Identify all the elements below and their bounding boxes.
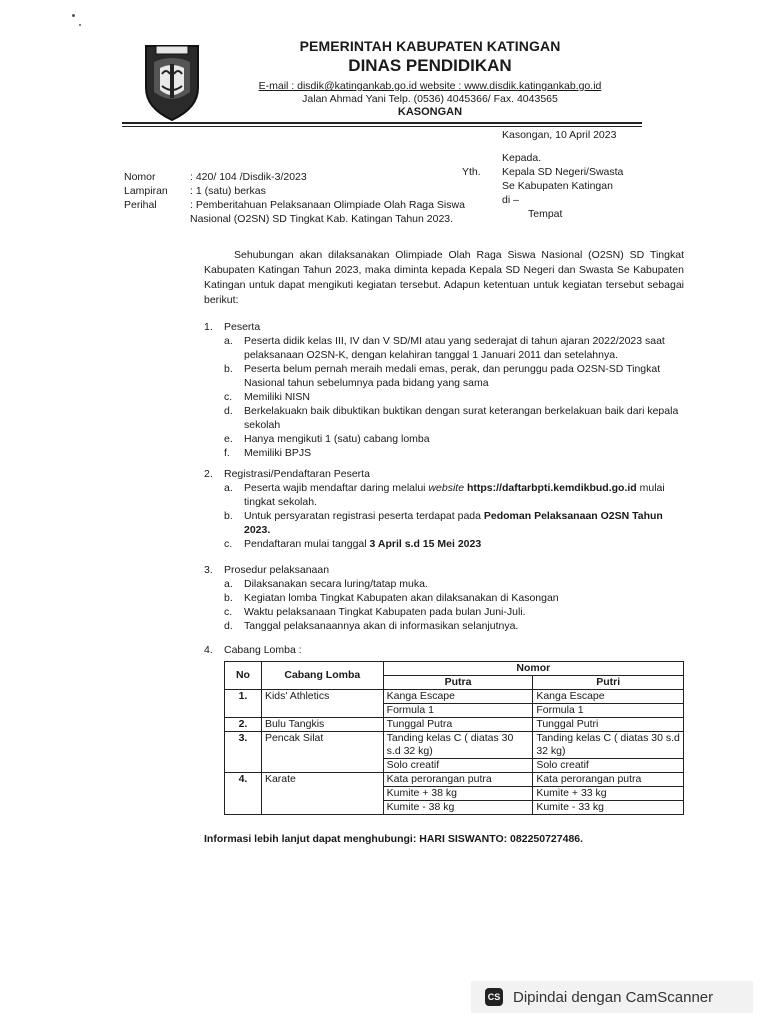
camscanner-icon: CS [485, 988, 503, 1006]
item-letter: a. [224, 578, 233, 590]
cell-putra: Solo creatif [383, 759, 533, 773]
list-item: Peserta didik kelas III, IV dan V SD/MI atau yang sederajat di tahun ajaran 2022/2023 saat pelaksanaan O2SN-K, dengan kelahiran tanggal 1 Januari 2011 dan setelahnya. [244, 335, 665, 361]
cell-cabang: Kids' Athletics [261, 690, 383, 718]
section-title: Registrasi/Pendaftaran Peserta [224, 468, 370, 480]
item-letter: a. [224, 335, 233, 347]
cell-putri: Tunggal Putri [533, 718, 684, 732]
header-rule-thin [122, 126, 642, 127]
section-title: Cabang Lomba : [224, 644, 302, 656]
item-letter: c. [224, 538, 233, 550]
section-title: Prosedur pelaksanaan [224, 564, 330, 576]
list-item: Peserta belum pernah meraih medali emas, perak, dan perunggu pada O2SN-SD Tingkat Nasional tahun sebelumnya pada bidang yang sama [244, 363, 661, 389]
cell-cabang: Karate [261, 773, 383, 815]
cell-putra: Kanga Escape [383, 690, 533, 704]
recipient-line: Tempat [528, 208, 563, 220]
list-item: Memiliki NISN [244, 391, 310, 403]
recipient-line: di – [502, 194, 519, 206]
item-letter: d. [224, 620, 233, 632]
table-row [225, 773, 684, 787]
item-letter: c. [224, 391, 233, 403]
kabupaten-emblem-icon [140, 38, 204, 122]
meta-lampiran-value: : 1 (satu) berkas [190, 185, 266, 197]
item-letter: d. [224, 405, 233, 417]
list-item: Kegiatan lomba Tingkat Kabupaten akan dilaksanakan di Kasongan [244, 592, 559, 604]
section-number: 4. [204, 644, 213, 656]
header-cabang: Cabang Lomba [261, 662, 383, 690]
contact-info: Informasi lebih lanjut dapat menghubungi: HARI SISWANTO: 082250727486. [204, 833, 584, 845]
cell-putra: Tunggal Putra [383, 718, 533, 732]
list-item [244, 537, 684, 551]
cell-putri: Kumite - 33 kg [533, 801, 684, 815]
letter-meta [124, 170, 490, 226]
item-letter: e. [224, 433, 233, 445]
section-prosedur [204, 563, 684, 633]
section-registrasi [204, 467, 684, 551]
cell-putri: Kata perorangan putra [533, 773, 684, 787]
list-item: Dilaksanakan secara luring/tatap muka. [244, 578, 428, 590]
item-letter: f. [224, 447, 230, 459]
item-text-bold: 3 April s.d 15 Mei 2023 [369, 538, 482, 550]
recipient-line: Se Kabupaten Katingan [502, 180, 613, 192]
table-row [225, 690, 684, 704]
header-putra: Putra [383, 676, 533, 690]
meta-lampiran-label: Lampiran [124, 185, 168, 197]
cell-putra: Kumite - 38 kg [383, 801, 533, 815]
table-row [225, 732, 684, 759]
header-nomor: Nomor [383, 662, 683, 676]
list-item [244, 481, 684, 509]
list-item: Waktu pelaksanaan Tingkat Kabupaten pada bulan Juni-Juli. [244, 606, 526, 618]
cell-putra: Formula 1 [383, 704, 533, 718]
cell-cabang: Pencak Silat [261, 732, 383, 773]
cell-putri: Tanding kelas C ( diatas 30 s.d 32 kg) [533, 732, 684, 759]
table-row [225, 718, 684, 732]
header-agency: DINAS PENDIDIKAN [348, 56, 512, 75]
header-rule-thick [122, 122, 642, 124]
item-text-italic: website [428, 482, 465, 494]
cabang-lomba-table [224, 661, 684, 815]
cell-putra: Kata perorangan putra [383, 773, 533, 787]
header-putri: Putri [533, 676, 684, 690]
cell-putri: Formula 1 [533, 704, 684, 718]
header-city: KASONGAN [397, 106, 463, 118]
section-title: Peserta [224, 321, 261, 333]
recipient-line: Kepala SD Negeri/Swasta [502, 166, 624, 178]
camscanner-watermark [471, 981, 753, 1013]
section-peserta [204, 320, 684, 460]
cell-putri: Solo creatif [533, 759, 684, 773]
cell-no: 3. [225, 732, 262, 773]
meta-perihal-label: Perihal [124, 199, 157, 211]
list-item: Tanggal pelaksanaannya akan di informasikan selanjutnya. [244, 620, 519, 632]
camscanner-label: Dipindai dengan CamScanner [513, 988, 714, 1006]
cell-putri: Kanga Escape [533, 690, 684, 704]
intro-paragraph: Sehubungan akan dilaksanakan Olimpiade Olah Raga Siswa Nasional (O2SN) SD Tingkat Kabupaten Katingan Tahun 2023, maka diminta kepada Kepala SD Negeri dan Swasta Se Kabupaten Katingan untuk dapat mengikuti kegiatan tersebut. Adapun ketentuan untuk kegiatan tersebut sebagai berikut: [204, 249, 684, 306]
item-letter: b. [224, 510, 233, 522]
cell-no: 1. [225, 690, 262, 718]
list-item: Berkelakuakn baik dibuktikan buktikan dengan surat keterangan berkelakuan baik dari kepala sekolah [244, 405, 679, 431]
header-contact: E-mail : disdik@katingankab.go.id website : www.disdik.katingankab.go.id [258, 80, 602, 92]
recipient-kepada: Kepada. [502, 152, 542, 164]
letter-date: Kasongan, 10 April 2023 [502, 129, 617, 141]
cell-no: 2. [225, 718, 262, 732]
meta-perihal-value: : Pemberitahuan Pelaksanaan Olimpiade Olah Raga Siswa Nasional (O2SN) SD Tingkat Kab. Katingan Tahun 2023. [190, 199, 465, 225]
meta-nomor-value: : 420/ 104 /Disdik-3/2023 [190, 171, 307, 183]
section-number: 2. [204, 468, 213, 480]
item-letter: b. [224, 363, 233, 375]
list-item: Memiliki BPJS [244, 447, 312, 459]
scan-speck [79, 24, 81, 26]
scan-speck [72, 14, 75, 17]
list-item: Hanya mengikuti 1 (satu) cabang lomba [244, 433, 430, 445]
item-letter: b. [224, 592, 233, 604]
list-item [244, 509, 684, 537]
table-header-row [225, 662, 684, 676]
header-government: PEMERINTAH KABUPATEN KATINGAN [299, 38, 561, 54]
section-cabang [204, 643, 684, 657]
item-letter: c. [224, 606, 233, 618]
header-address: Jalan Ahmad Yani Telp. (0536) 4045366/ Fax. 4043565 [302, 93, 558, 105]
item-text: Pendaftaran mulai tanggal [244, 538, 367, 550]
section-number: 1. [204, 321, 213, 333]
header-no: No [225, 662, 262, 690]
cell-putra: Kumite + 38 kg [383, 787, 533, 801]
item-text-bold: Pedoman Pelaksanaan O2SN Tahun 2023. [244, 510, 663, 536]
recipient-yth: Yth. [462, 166, 481, 178]
meta-nomor-label: Nomor [124, 171, 156, 183]
item-letter: a. [224, 482, 233, 494]
item-text: Untuk persyaratan registrasi peserta terdapat pada [244, 510, 481, 522]
item-text: Peserta wajib mendaftar daring melalui [244, 482, 426, 494]
cell-putra: Tanding kelas C ( diatas 30 s.d 32 kg) [383, 732, 533, 759]
registration-url: https://daftarbpti.kemdikbud.go.id [466, 482, 637, 494]
recipient-block [462, 151, 624, 221]
cell-cabang: Bulu Tangkis [261, 718, 383, 732]
cell-putri: Kumite + 33 kg [533, 787, 684, 801]
cell-no: 4. [225, 773, 262, 815]
section-number: 3. [204, 564, 213, 576]
item-text: mulai tingkat sekolah. [244, 482, 665, 508]
